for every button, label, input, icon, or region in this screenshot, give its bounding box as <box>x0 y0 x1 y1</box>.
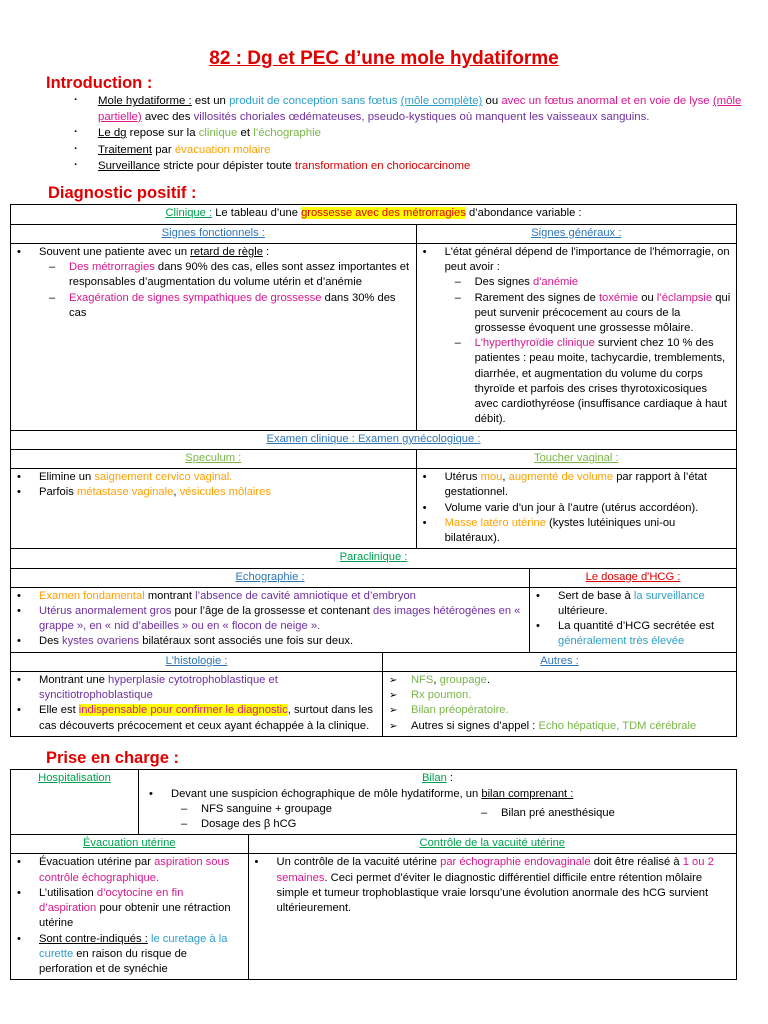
diagnostic-heading: Diagnostic positif : <box>48 183 197 202</box>
toucher-vaginal-cell <box>416 469 736 549</box>
histologie-header: L'histologie : <box>11 652 383 671</box>
list-item: – Des signes d'anémie <box>453 275 732 290</box>
autres-cell <box>383 671 737 736</box>
intro-item-surveillance: · Surveillance stricte pour dépister toute transformation en choriocarcinome <box>72 159 758 175</box>
evacuation-header: Évacuation utérine <box>11 835 249 854</box>
list-item: ➢ Rx poumon. <box>387 688 732 703</box>
list-item: – Rarement des signes de toxémie ou l’éclampsie qui peut survenir précocement au cours de la grossesse évoquent une grossesse môlaire. <box>453 291 732 337</box>
list-item: • L'état général dépend de l'importance de l'hémorragie, on peut avoir : – Des signes d'anémie – Rarement des signes de toxémie ou l’éclampsie qui peut survenir précocement au cours de la grossesse évoquent une grossesse môlaire. – L'hyperthyroïdie clinique survient chez 10 % des patientes : peau moite, tachycardie, tremblements, diarrhée, et augmentation du volume du corps thyroïde et parfois des crises thyrotoxicosiques avec cardiothyréose (insuffisance cardiaque à haut débit). <box>421 245 732 428</box>
echographie-header: Echographie : <box>11 568 530 587</box>
list-item: • Évacuation utérine par aspiration sous contrôle échographique. <box>15 855 244 885</box>
list-item: • Elle est indispensable pour confirmer le diagnostic, surtout dans les cas découverts précocement et ceux ayant échappée à la clinique. <box>15 703 378 733</box>
list-item: • Souvent une patiente avec un retard de règle : – Des métrorragies dans 90% des cas, elles sont assez importantes et responsables d’augmentation du volume utérin et d’anémie – Exagération de signes sympathiques de grossesse dans 30% des cas <box>15 245 412 321</box>
list-item: • Utérus mou, augmenté de volume par rapport à l’état gestationnel. <box>421 470 732 500</box>
list-item: • Examen fondamental montrant l’absence de cavité amniotique et d’embryon <box>15 589 525 604</box>
hcg-header: Le dosage d'HCG : <box>530 568 737 587</box>
examen-clinique-header: Examen clinique : Examen gynécologique : <box>11 430 737 449</box>
list-item: ➢ Autres si signes d’appel : Echo hépatique, TDM cérébrale <box>387 719 732 734</box>
speculum-header: Speculum : <box>11 449 417 468</box>
list-item: • Utérus anormalement gros pour l’âge de la grossesse et contenant des images hétérogènes en « grappe », en « nid d’abeilles » ou en « flocon de neige ». <box>15 604 525 634</box>
list-item: – Bilan pré anesthésique <box>479 806 615 821</box>
list-item: • Masse latéro utérine (kystes lutéiniques uni-ou bilatéraux). <box>421 516 732 546</box>
introduction-heading: Introduction : <box>46 74 153 92</box>
paraclinique-header: Paraclinique : <box>11 549 737 568</box>
echographie-cell <box>11 587 530 652</box>
list-item: • Des kystes ovariens bilatéraux sont associés une fois sur deux. <box>15 634 525 649</box>
list-item: ➢ NFS, groupage. <box>387 673 732 688</box>
controle-cell <box>248 854 736 980</box>
list-item: • Devant une suspicion échographique de môle hydatiforme, un bilan comprenant : – NFS sanguine + groupage – Dosage des β hCG – Bilan pré anesthésique <box>147 787 732 833</box>
page-title: 82 : Dg et PEC d’une mole hydatiforme <box>209 48 559 69</box>
list-item: ➢ Bilan préopératoire. <box>387 703 732 718</box>
list-item: – Dosage des β hCG <box>179 817 471 832</box>
list-item: – Des métrorragies dans 90% des cas, elles sont assez importantes et responsables d’augmentation du volume utérin et d’anémie <box>47 260 412 290</box>
hospitalisation-cell: Hospitalisation <box>11 770 139 835</box>
diagnostic-table <box>10 204 737 737</box>
list-item: – L'hyperthyroïdie clinique survient chez 10 % des patientes : peau moite, tachycardie, tremblements, diarrhée, et augmentation du volume du corps thyroïde et parfois des crises thyrotoxicosiques avec cardiothyréose (insuffisance cardiaque à haut débit). <box>453 336 732 427</box>
list-item: • Montrant une hyperplasie cytotrophoblastique et syncitiotrophoblastique <box>15 673 378 703</box>
list-item: • Sont contre-indiqués : le curetage à la curette en raison du risque de perforation et de synéchie <box>15 932 244 978</box>
list-item: – NFS sanguine + groupage <box>179 802 471 817</box>
intro-item-dg: · Le dg repose sur la clinique et l’échographie <box>72 126 758 142</box>
evacuation-cell <box>11 854 249 980</box>
prise-en-charge-heading: Prise en charge : <box>46 748 179 767</box>
bilan-cell: Bilan : • Devant une suspicion échographique de môle hydatiforme, un bilan comprenant : – NFS sanguine + groupage – Dosage des β hCG – Bilan pré anesthésique <box>139 770 737 835</box>
signes-generaux-header: Signes généraux : <box>416 224 736 243</box>
histologie-cell <box>11 671 383 736</box>
list-item: • Sert de base à la surveillance ultérieure. <box>534 589 732 619</box>
list-item: • Volume varie d’un jour à l’autre (utérus accordéon). <box>421 501 732 516</box>
signes-generaux-cell <box>416 243 736 430</box>
list-item: • Un contrôle de la vacuité utérine par échographie endovaginale doit être réalisé à 1 ou 2 semaines. Ceci permet d’éviter le diagnostic différentiel difficile entre rétention môlaire simple et tumeur trophoblastique vraie lorsqu’une évolution anormale des hCG survient ultérieurement. <box>253 855 732 916</box>
hcg-cell <box>530 587 737 652</box>
introduction-list <box>72 94 758 175</box>
list-item: – Exagération de signes sympathiques de grossesse dans 30% des cas <box>47 291 412 321</box>
intro-item-traitement: · Traitement par évacuation molaire <box>72 143 758 159</box>
list-item: • Parfois métastase vaginale, vésicules môlaires <box>15 485 412 500</box>
list-item: • L’utilisation d’ocytocine en fin d’aspiration pour obtenir une rétraction utérine <box>15 886 244 932</box>
list-item: • Elimine un saignement cervico vaginal. <box>15 470 412 485</box>
autres-header: Autres : <box>383 652 737 671</box>
list-item: • La quantité d’HCG secrétée est généralement très élevée <box>534 619 732 649</box>
controle-header: Contrôle de la vacuité utérine <box>248 835 736 854</box>
clinique-row: Clinique : Le tableau d’une grossesse avec des métrorragies d’abondance variable : <box>11 205 737 224</box>
signes-fonctionnels-header: Signes fonctionnels : <box>11 224 417 243</box>
prise-en-charge-table <box>10 769 737 980</box>
toucher-vaginal-header: Toucher vaginal : <box>416 449 736 468</box>
signes-fonctionnels-cell <box>11 243 417 430</box>
speculum-cell <box>11 469 417 549</box>
intro-item-mole: · Mole hydatiforme : est un produit de conception sans fœtus (môle complète) ou avec un fœtus anormal et en voie de lyse (môle partielle) avec des villosités choriales œdémateuses, pseudo-kystiques où manquent les vaisseaux sanguins. <box>72 94 758 125</box>
